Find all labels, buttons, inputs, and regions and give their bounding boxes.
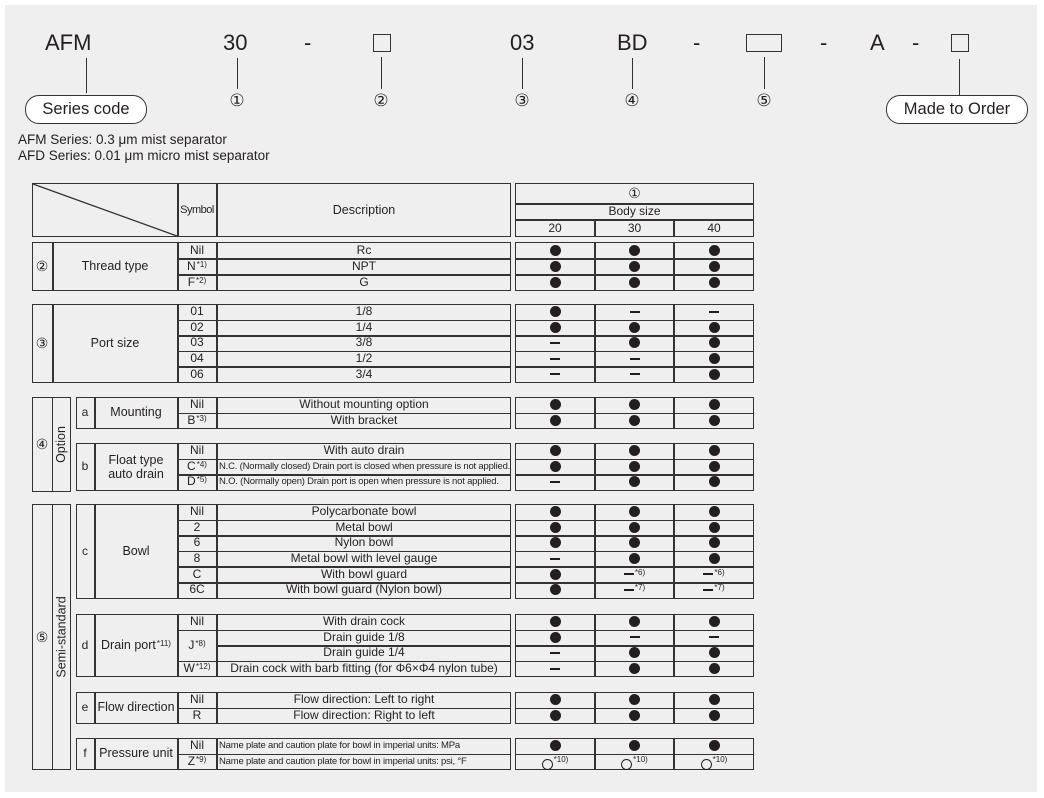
- availability-cell: [515, 397, 595, 413]
- marker-1: ①: [229, 91, 245, 110]
- section-marker: ②: [35, 257, 49, 274]
- group-label: Drain port $^{*11)}$: [101, 637, 171, 652]
- option-symbol: 04: [190, 351, 204, 366]
- availability-cell: [595, 551, 674, 567]
- available-dot-icon: [629, 522, 640, 533]
- availability-cell: [674, 520, 754, 536]
- available-dot-icon: [629, 710, 640, 721]
- unavailable-dash-icon: [624, 589, 634, 591]
- availability-cell: [674, 242, 754, 258]
- availability-cell: [674, 645, 754, 661]
- availability-cell: [674, 708, 754, 724]
- option-symbol: Nil: [190, 614, 204, 629]
- availability-cell: [674, 258, 754, 274]
- option-description: N.O. (Normally open) Drain port is open when pressure is not applied.: [219, 476, 499, 488]
- available-dot-icon: [629, 553, 640, 564]
- available-dot-icon: [629, 537, 640, 548]
- option-symbol: N $^{*1)}$: [187, 258, 207, 273]
- available-dot-icon: [629, 277, 640, 288]
- availability-cell: [674, 692, 754, 708]
- option-symbol: Nil: [190, 242, 204, 257]
- option-description: Metal bowl with level gauge: [290, 551, 438, 566]
- option-symbol: 6: [193, 535, 201, 550]
- availability-cell: [674, 304, 754, 320]
- option-symbol: 8: [193, 551, 201, 566]
- available-dot-icon: [709, 694, 720, 705]
- availability-cell: [595, 274, 674, 290]
- section-marker: ③: [35, 334, 49, 351]
- available-dot-icon: [629, 663, 640, 674]
- unavailable-dash-icon: [630, 358, 640, 360]
- availability-cell: [595, 413, 674, 429]
- availability-cell: [515, 474, 595, 490]
- available-dot-icon: [709, 740, 720, 751]
- availability-cell: [515, 582, 595, 598]
- available-dot-icon: [550, 461, 561, 472]
- available-dot-icon: [629, 399, 640, 410]
- available-dot-icon: [709, 369, 720, 380]
- availability-cell: [674, 366, 754, 382]
- available-dot-icon: [709, 337, 720, 348]
- availability-cell: [515, 351, 595, 367]
- availability-cell: [595, 504, 674, 520]
- option-description: 1/8: [355, 304, 373, 319]
- option-symbol: Nil: [190, 443, 204, 458]
- availability-cell: [674, 551, 754, 567]
- available-dot-icon: [550, 399, 561, 410]
- available-dot-icon: [629, 261, 640, 272]
- option-description: With auto drain: [323, 443, 405, 458]
- availability-cell: [515, 443, 595, 459]
- option-symbol: J $^{*8)}$: [188, 637, 206, 652]
- made-to-order-ring-icon: [542, 759, 553, 770]
- code-series: AFM: [45, 30, 92, 55]
- availability-cell: [674, 397, 754, 413]
- available-dot-icon: [709, 277, 720, 288]
- option-description: Polycarbonate bowl: [311, 504, 417, 519]
- header-description: Description: [332, 202, 396, 217]
- availability-cell: [674, 320, 754, 336]
- availability-cell: [595, 630, 674, 646]
- availability-cell: [674, 535, 754, 551]
- available-dot-icon: [550, 306, 561, 317]
- available-dot-icon: [629, 445, 640, 456]
- availability-cell: [515, 566, 595, 582]
- available-dot-icon: [550, 506, 561, 517]
- availability-cell: [515, 661, 595, 677]
- availability-cell: [515, 413, 595, 429]
- available-dot-icon: [550, 584, 561, 595]
- available-dot-icon: [550, 694, 561, 705]
- diagonal-line: [32, 183, 178, 237]
- availability-cell: [595, 738, 674, 754]
- availability-cell: [515, 535, 595, 551]
- marker-4: ④: [624, 91, 640, 110]
- available-dot-icon: [629, 740, 640, 751]
- available-dot-icon: [550, 740, 561, 751]
- body-size-marker: ①: [628, 185, 641, 201]
- available-dot-icon: [629, 415, 640, 426]
- option-symbol: Nil: [190, 504, 204, 519]
- size-20: 20: [548, 220, 562, 235]
- available-dot-icon: [629, 337, 640, 348]
- availability-cell: [595, 258, 674, 274]
- leader-line: [86, 58, 87, 93]
- availability-cell: *10): [674, 754, 754, 770]
- availability-cell: [595, 535, 674, 551]
- unavailable-dash-icon: [630, 373, 640, 375]
- option-symbol: C: [192, 566, 202, 581]
- availability-cell: [595, 335, 674, 351]
- option-description: N.C. (Normally closed) Drain port is closed when pressure is not applied.: [219, 460, 511, 472]
- unavailable-dash-icon: [703, 589, 713, 591]
- available-dot-icon: [550, 710, 561, 721]
- availability-cell: [595, 242, 674, 258]
- option-symbol: D $^{*5)}$: [187, 474, 207, 489]
- leader-line: [381, 57, 382, 89]
- availability-cell: [515, 708, 595, 724]
- unavailable-dash-icon: [550, 558, 560, 560]
- marker-2: ②: [373, 91, 389, 110]
- leader-line: [959, 59, 960, 95]
- unavailable-dash-icon: [709, 636, 719, 638]
- availability-cell: [515, 520, 595, 536]
- available-dot-icon: [709, 663, 720, 674]
- availability-cell: [595, 459, 674, 475]
- section-label: Option: [54, 426, 68, 463]
- availability-cell: [515, 242, 595, 258]
- availability-cell: [515, 274, 595, 290]
- made-to-order-ring-icon: [621, 759, 632, 770]
- body-size-label: Body size: [608, 204, 661, 218]
- available-dot-icon: [709, 322, 720, 333]
- unavailable-dash-icon: [550, 373, 560, 375]
- availability-cell: [595, 661, 674, 677]
- availability-cell: *7): [674, 582, 754, 598]
- code-dash: -: [912, 30, 920, 55]
- availability-cell: [515, 630, 595, 646]
- section-label: Port size: [90, 335, 140, 350]
- availability-cell: [674, 413, 754, 429]
- available-dot-icon: [709, 399, 720, 410]
- code-dash: -: [820, 30, 828, 55]
- made-to-order-ring-icon: [701, 759, 712, 770]
- availability-cell: [595, 708, 674, 724]
- group-label: Float type auto drain: [108, 452, 164, 481]
- available-dot-icon: [709, 553, 720, 564]
- section-marker: ④: [35, 436, 49, 452]
- availability-cell: [674, 474, 754, 490]
- option-description: Drain guide 1/4: [323, 645, 405, 660]
- available-dot-icon: [550, 445, 561, 456]
- option-description: Name plate and caution plate for bowl in imperial units: MPa: [219, 740, 460, 752]
- availability-cell: [595, 397, 674, 413]
- code-a: A: [870, 30, 885, 55]
- availability-cell: [515, 614, 595, 630]
- option-description: Metal bowl: [335, 519, 393, 534]
- option-symbol: 02: [190, 319, 204, 334]
- option-symbol: C $^{*4)}$: [187, 458, 207, 473]
- availability-cell: [595, 520, 674, 536]
- leader-line: [237, 58, 238, 89]
- option-description: Drain guide 1/8: [323, 629, 405, 644]
- group-label: Bowl: [122, 543, 150, 558]
- option-symbol: B $^{*3)}$: [187, 412, 207, 427]
- availability-cell: [515, 366, 595, 382]
- availability-cell: [515, 320, 595, 336]
- available-dot-icon: [550, 522, 561, 533]
- group-label: Flow direction: [97, 700, 175, 714]
- group-letter: b: [81, 459, 89, 473]
- unavailable-dash-icon: [630, 311, 640, 313]
- option-symbol: Nil: [190, 738, 204, 753]
- unavailable-dash-icon: [703, 573, 713, 575]
- option-description: With bracket: [330, 412, 398, 427]
- available-dot-icon: [709, 461, 720, 472]
- option-description: 3/8: [355, 335, 373, 350]
- available-dot-icon: [709, 537, 720, 548]
- option-symbol: 06: [190, 366, 204, 381]
- available-dot-icon: [629, 506, 640, 517]
- code-mto-box: [951, 34, 969, 52]
- availability-cell: [674, 614, 754, 630]
- unavailable-dash-icon: [630, 636, 640, 638]
- series-code-label: Series code: [25, 95, 147, 124]
- available-dot-icon: [550, 616, 561, 627]
- group-letter: d: [81, 637, 89, 652]
- available-dot-icon: [550, 245, 561, 256]
- option-symbol: F $^{*2)}$: [187, 274, 207, 289]
- availability-cell: [674, 274, 754, 290]
- available-dot-icon: [550, 322, 561, 333]
- option-description: Rc: [356, 242, 372, 257]
- code-dash: -: [304, 30, 312, 55]
- size-30: 30: [627, 220, 642, 235]
- group-letter: e: [81, 700, 89, 714]
- group-letter: c: [82, 543, 88, 558]
- available-dot-icon: [550, 537, 561, 548]
- option-description: 1/4: [355, 319, 373, 334]
- available-dot-icon: [629, 476, 640, 487]
- group-letter: a: [81, 405, 89, 419]
- group-label: Pressure unit: [99, 746, 173, 760]
- available-dot-icon: [550, 632, 561, 643]
- availability-cell: [515, 459, 595, 475]
- available-dot-icon: [550, 261, 561, 272]
- unavailable-dash-icon: [550, 481, 560, 483]
- code-port: 03: [510, 30, 535, 55]
- availability-cell: [674, 459, 754, 475]
- available-dot-icon: [629, 245, 640, 256]
- option-symbol: Nil: [190, 397, 204, 412]
- group-label: Mounting: [110, 405, 162, 419]
- availability-cell: [674, 335, 754, 351]
- unavailable-dash-icon: [550, 358, 560, 360]
- note-afd: AFD Series: 0.01 μm micro mist separator: [18, 148, 270, 163]
- option-description: With bowl guard: [320, 566, 408, 581]
- section-marker: ⑤: [35, 628, 49, 645]
- available-dot-icon: [709, 506, 720, 517]
- availability-cell: [595, 443, 674, 459]
- availability-cell: [595, 366, 674, 382]
- availability-cell: *6): [674, 566, 754, 582]
- marker-3: ③: [514, 91, 530, 110]
- note-afm: AFM Series: 0.3 μm mist separator: [18, 132, 227, 147]
- unavailable-dash-icon: [550, 342, 560, 344]
- availability-cell: [674, 504, 754, 520]
- unavailable-dash-icon: [550, 668, 560, 670]
- available-dot-icon: [550, 569, 561, 580]
- availability-cell: [515, 645, 595, 661]
- availability-cell: [515, 304, 595, 320]
- available-dot-icon: [709, 445, 720, 456]
- option-description: 1/2: [355, 351, 373, 366]
- available-dot-icon: [629, 461, 640, 472]
- unavailable-dash-icon: [550, 652, 560, 654]
- available-dot-icon: [709, 616, 720, 627]
- availability-cell: [674, 661, 754, 677]
- available-dot-icon: [629, 322, 640, 333]
- code-semi-box: [746, 34, 782, 52]
- availability-cell: [515, 335, 595, 351]
- option-description: Drain cock with barb fitting (for Φ6×Φ4 nylon tube): [230, 661, 498, 676]
- section-label: Thread type: [81, 258, 149, 273]
- availability-cell: [595, 304, 674, 320]
- option-symbol: W $^{*12)}$: [183, 661, 211, 676]
- option-description: Nylon bowl: [334, 535, 394, 550]
- size-40: 40: [707, 220, 721, 235]
- available-dot-icon: [709, 647, 720, 658]
- option-description: Name plate and caution plate for bowl in imperial units: psi, °F: [219, 755, 467, 767]
- available-dot-icon: [709, 415, 720, 426]
- section-label: Semi-standard: [54, 596, 68, 678]
- availability-cell: *10): [515, 754, 595, 770]
- option-symbol: R: [192, 707, 202, 722]
- availability-cell: [595, 614, 674, 630]
- option-description: With drain cock: [322, 614, 406, 629]
- availability-cell: [674, 630, 754, 646]
- available-dot-icon: [709, 353, 720, 364]
- available-dot-icon: [629, 694, 640, 705]
- availability-cell: [595, 645, 674, 661]
- option-description: 3/4: [355, 366, 373, 381]
- option-description: Flow direction: Right to left: [293, 707, 435, 722]
- availability-cell: [595, 692, 674, 708]
- option-symbol: 01: [190, 304, 204, 319]
- made-to-order-label: Made to Order: [886, 95, 1028, 124]
- availability-cell: [515, 738, 595, 754]
- availability-cell: [674, 738, 754, 754]
- availability-cell: [515, 551, 595, 567]
- availability-cell: [674, 443, 754, 459]
- availability-cell: [595, 351, 674, 367]
- option-symbol: Nil: [190, 692, 204, 707]
- option-symbol: Z $^{*9)}$: [187, 753, 207, 768]
- availability-cell: *6): [595, 566, 674, 582]
- available-dot-icon: [709, 522, 720, 533]
- leader-line: [632, 58, 633, 89]
- available-dot-icon: [629, 647, 640, 658]
- leader-line: [522, 58, 523, 89]
- available-dot-icon: [709, 245, 720, 256]
- marker-5: ⑤: [756, 91, 772, 110]
- code-body-size: 30: [223, 30, 248, 55]
- availability-cell: [595, 474, 674, 490]
- availability-cell: [515, 258, 595, 274]
- available-dot-icon: [709, 476, 720, 487]
- availability-cell: [515, 504, 595, 520]
- availability-cell: *10): [595, 754, 674, 770]
- option-description: G: [359, 274, 369, 289]
- available-dot-icon: [709, 261, 720, 272]
- option-description: Without mounting option: [299, 397, 429, 412]
- availability-cell: *7): [595, 582, 674, 598]
- unavailable-dash-icon: [709, 311, 719, 313]
- code-option: BD: [617, 30, 648, 55]
- availability-cell: [515, 692, 595, 708]
- availability-cell: [595, 320, 674, 336]
- available-dot-icon: [629, 616, 640, 627]
- option-symbol: 2: [193, 519, 201, 534]
- leader-line: [764, 57, 765, 89]
- code-thread-box: [373, 34, 391, 52]
- availability-cell: [674, 351, 754, 367]
- group-letter: f: [83, 746, 87, 760]
- option-symbol: 6C: [189, 582, 205, 597]
- unavailable-dash-icon: [624, 573, 634, 575]
- option-description: NPT: [352, 258, 376, 273]
- option-description: Flow direction: Left to right: [293, 692, 435, 707]
- option-description: With bowl guard (Nylon bowl): [285, 582, 443, 597]
- available-dot-icon: [550, 277, 561, 288]
- code-dash: -: [693, 30, 701, 55]
- option-symbol: 03: [190, 335, 204, 350]
- available-dot-icon: [709, 710, 720, 721]
- header-symbol: Symbol: [180, 203, 214, 216]
- available-dot-icon: [550, 415, 561, 426]
